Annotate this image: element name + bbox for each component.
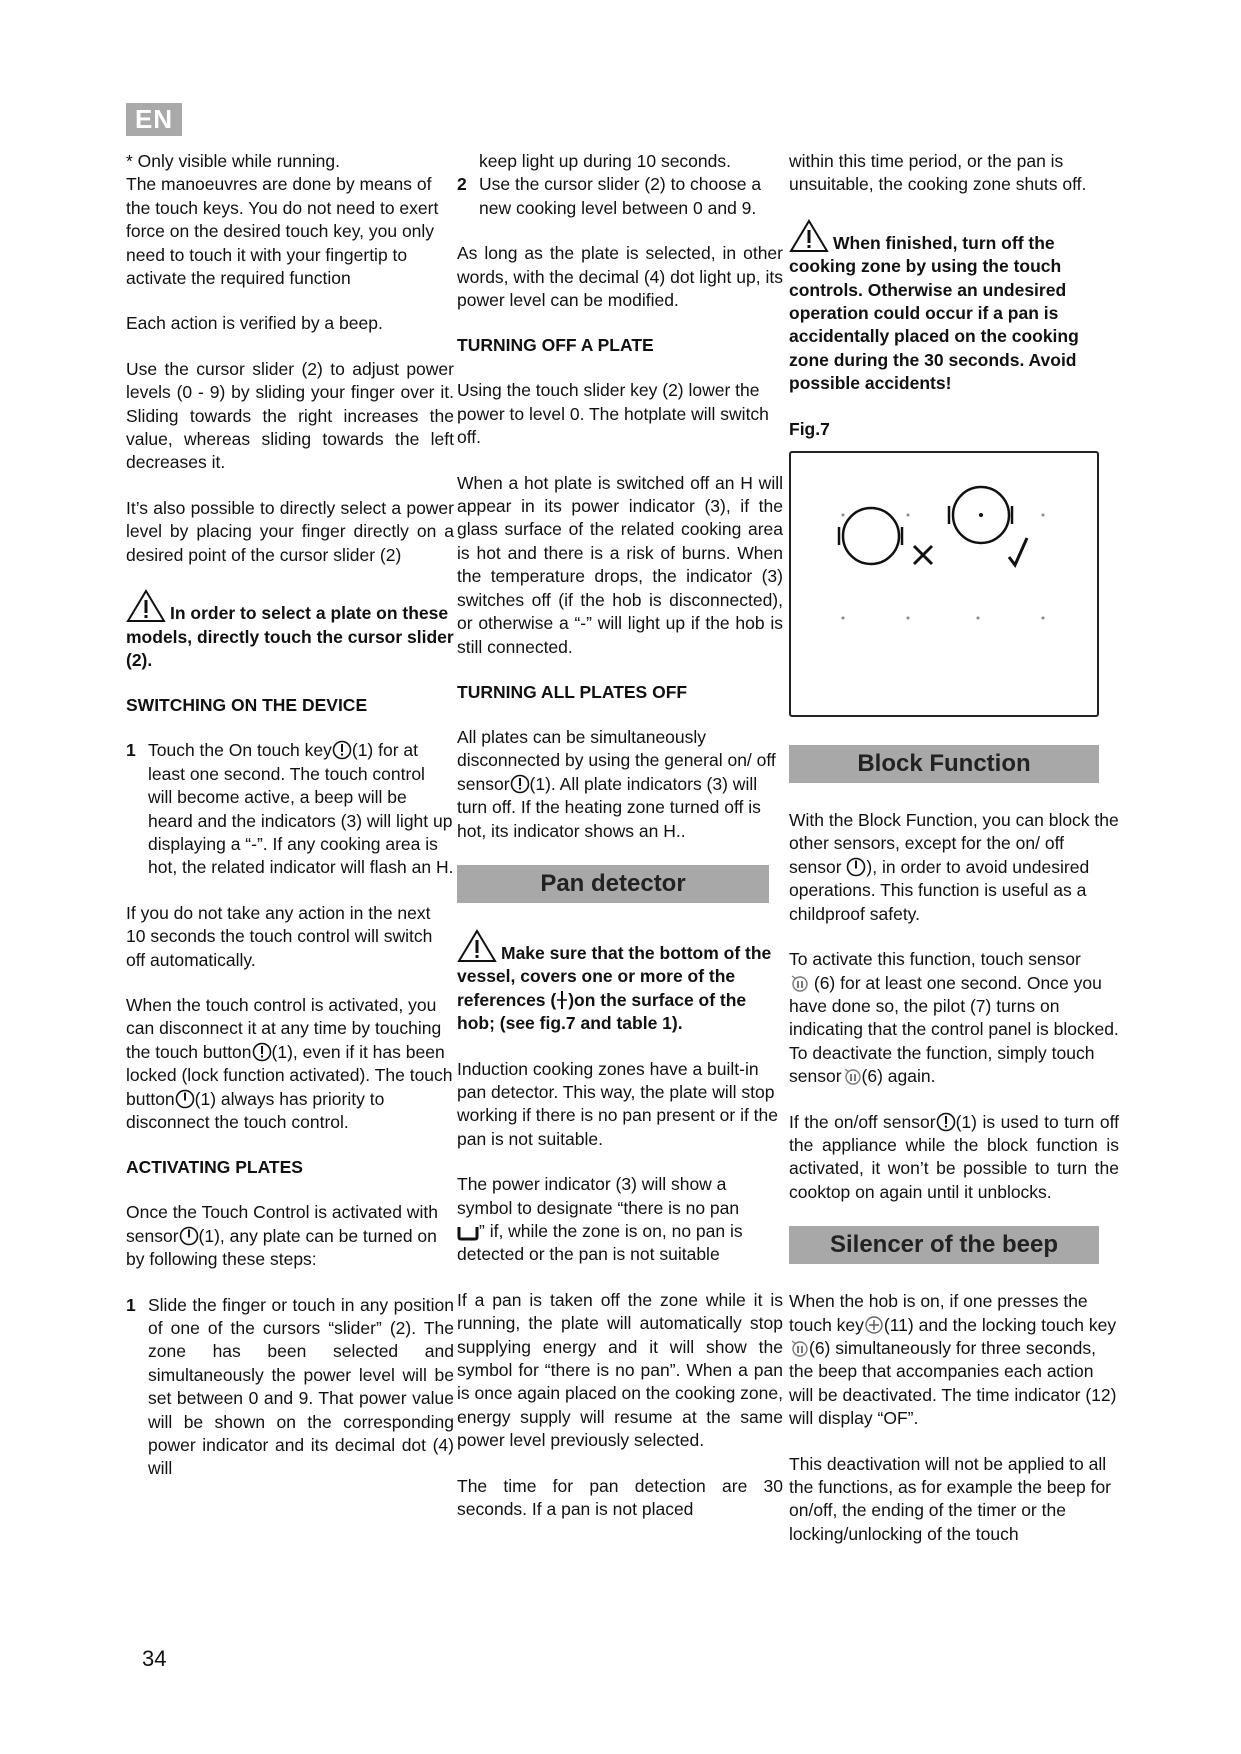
power-indicator-paragraph bbox=[457, 1173, 783, 1267]
block-text-a: With the Block Function, you can block the other sensors, except for the on/ off sensor bbox=[789, 810, 1119, 877]
silencer-title: Silencer of the beep bbox=[789, 1226, 1099, 1264]
all-off-text-a: All plates can be simultaneously disconnected by using the general on/ off sensor bbox=[457, 726, 776, 794]
turn-off-warning bbox=[789, 219, 1119, 396]
onoff-text-b: (1) is used to turn off the appliance while the block function is activated, it won’t be possible to turn the cooktop on again until it unblocks. bbox=[789, 1111, 1119, 1202]
incorrect-pan-circle bbox=[839, 508, 902, 564]
pan-detector-title: Pan detector bbox=[457, 865, 769, 903]
once-activated-paragraph bbox=[126, 1201, 454, 1271]
disconnect-text-b: (1), even if it has been locked (lock function activated). The touch button bbox=[126, 1041, 453, 1109]
deactivation-paragraph: This deactivation will not be applied to all the functions, as for example the beep for on/off, the ending of the timer or the locking/unlocking of the touch bbox=[789, 1453, 1111, 1544]
disconnect-text-c: (1) always has priority to disconnect the touch control. bbox=[126, 1088, 385, 1132]
keep-light-text: keep light up during 10 seconds. bbox=[479, 151, 731, 171]
pan-position-diagram bbox=[791, 453, 1097, 715]
indicator-text-a: The power indicator (3) will show a symbol to designate “there is no pan bbox=[457, 1174, 740, 1218]
power-key-icon bbox=[936, 1112, 956, 1132]
step-number: 1 bbox=[126, 1294, 136, 1315]
no-pan-symbol-icon bbox=[457, 1225, 479, 1241]
on-off-sensor-paragraph bbox=[789, 1111, 1119, 1205]
lock-key-icon bbox=[789, 973, 809, 993]
on-off-sensor-icon bbox=[179, 1226, 199, 1246]
beep-paragraph: Each action is verified by a beep. bbox=[126, 313, 383, 334]
pan-reference-warning bbox=[457, 929, 783, 1036]
silencer-text-a: When the hob is on, if one presses the touch key bbox=[789, 1291, 1088, 1335]
disconnect-text-a: When the touch control is activated, you can disconnect it at any time by touching the touch button bbox=[126, 994, 442, 1062]
page-number: 34 bbox=[142, 1646, 167, 1671]
indicator-text-b: ” if, while the zone is on, no pan is detected or the pan is not suitable bbox=[457, 1221, 743, 1265]
warning-text: In order to select a plate on these models, directly touch the cursor slider (2). bbox=[126, 603, 454, 670]
pan-taken-off-paragraph: If a pan is taken off the zone while it is running, the plate will automatically stop supplying energy and it will show the symbol for “there is no pan”. When a pan is once again placed on the cooking zone, energy supply will resume at the same power level previously selected. bbox=[457, 1289, 783, 1451]
slide-step bbox=[126, 1294, 454, 1481]
reference-dots bbox=[842, 514, 1045, 620]
language-badge: EN bbox=[126, 103, 182, 136]
lock-key-icon bbox=[789, 1338, 809, 1358]
lock-key-icon bbox=[842, 1066, 862, 1086]
figure-label: Fig.7 bbox=[789, 418, 830, 439]
manoeuvres-paragraph: The manoeuvres are done by means of the touch keys. You do not need to exert force on the desired touch key, you only need to touch it with your fingertip to activate the required function bbox=[126, 174, 439, 289]
column-3 bbox=[789, 150, 1119, 1568]
continued-step bbox=[457, 150, 783, 173]
warning-text-a: Make sure that the bottom of the vessel, covers one or more of the references ( bbox=[457, 942, 772, 1010]
turning-off-paragraph: Using the touch slider key (2) lower the power to level 0. The hotplate will switch off. bbox=[457, 380, 769, 448]
column-2 bbox=[457, 150, 783, 1543]
no-action-paragraph: If you do not take any action in the next 10 seconds the touch control will switch off automatically. bbox=[126, 902, 433, 970]
within-paragraph: within this time period, or the pan is unsuitable, the cooking zone shuts off. bbox=[789, 151, 1087, 195]
reference-mark-icon bbox=[556, 990, 568, 1010]
once-text-a: Once the Touch Control is activated with sensor bbox=[126, 1202, 438, 1246]
induction-paragraph: Induction cooking zones have a built-in pan detector. This way, the plate will stop working if there is no pan present or if the pan is not suitable. bbox=[457, 1058, 779, 1149]
reference-dot bbox=[979, 513, 983, 517]
all-off-paragraph bbox=[457, 726, 783, 843]
activating-plates-heading: ACTIVATING PLATES bbox=[126, 1157, 303, 1178]
step-number: 2 bbox=[457, 174, 467, 195]
choose-level-step bbox=[457, 173, 783, 220]
step-text-a: Touch the On touch key bbox=[148, 740, 332, 761]
column-1 bbox=[126, 150, 454, 1503]
warning-triangle-icon bbox=[126, 589, 166, 623]
onoff-text-a: If the on/off sensor bbox=[789, 1111, 936, 1132]
block-function-paragraph bbox=[789, 809, 1119, 926]
warning-triangle-icon bbox=[789, 219, 829, 253]
selected-paragraph: As long as the plate is selected, in other words, with the decimal (4) dot light up, its power level can be modified. bbox=[457, 243, 783, 311]
plus-key-icon bbox=[864, 1315, 884, 1335]
once-text-b: (1), any plate can be turned on by following these steps: bbox=[126, 1225, 437, 1270]
silencer-text-b: (11) and the locking touch key bbox=[883, 1314, 1117, 1335]
direct-select-paragraph: It’s also possible to directly select a power level by placing your finger directly on a desired point of the cursor slider (2) bbox=[126, 497, 454, 565]
detection-time-paragraph: The time for pan detection are 30 seconds. If a pan is not placed bbox=[457, 1475, 783, 1520]
on-off-sensor-icon bbox=[175, 1089, 195, 1109]
block-text-b: ), in order to avoid undesired operations. This function is useful as a childproof safety. bbox=[789, 856, 1090, 924]
all-off-text-b: (1). All plate indicators (3) will turn off. If the heating zone turned off is hot, its indicator shows an H.. bbox=[457, 773, 761, 841]
power-key-icon bbox=[332, 740, 352, 760]
select-plate-warning bbox=[126, 589, 454, 672]
turning-all-off-heading: TURNING ALL PLATES OFF bbox=[457, 681, 688, 702]
incorrect-cross-icon bbox=[914, 546, 932, 564]
switching-on-heading: SWITCHING ON THE DEVICE bbox=[126, 695, 368, 716]
hot-plate-paragraph: When a hot plate is switched off an H will appear in its power indicator (3), if the glass surface of the related cooking area is hot and there is a risk of burns. When the temperature drops, the indicator (3) switches off (if the hob is disconnected), or otherwise a “-” will light up if the hob is still connected. bbox=[457, 472, 783, 657]
block-function-title: Block Function bbox=[789, 745, 1099, 783]
activate-text-b: (6) for at least one second. Once you have done so, the pilot (7) turns on indicating that the control panel is blocked. To deactivate the function, simply touch sensor bbox=[789, 972, 1119, 1087]
silencer-paragraph bbox=[789, 1290, 1119, 1430]
warning-text: When finished, turn off the cooking zone by using the touch controls. Otherwise an undesired operation could occur if a pan is accidentally placed on the cooking zone during the 30 seconds. Avoid possible accidents! bbox=[789, 232, 1079, 394]
activate-text-a: To activate this function, touch sensor bbox=[789, 949, 1081, 970]
activate-text-c: (6) again. bbox=[861, 1066, 936, 1087]
slider-paragraph: Use the cursor slider (2) to adjust power levels (0 - 9) by sliding your finger over it. Sliding towards the right increases the value, whereas sliding towards the left decreases it. bbox=[126, 358, 454, 473]
figure-7 bbox=[789, 451, 1099, 717]
correct-check-icon bbox=[1009, 538, 1027, 565]
power-key-icon bbox=[252, 1042, 272, 1062]
disconnect-paragraph bbox=[126, 994, 454, 1134]
power-key-icon bbox=[510, 774, 530, 794]
activate-block-paragraph bbox=[789, 948, 1119, 1088]
step-number: 1 bbox=[126, 740, 136, 761]
turning-off-heading: TURNING OFF A PLATE bbox=[457, 335, 654, 356]
step-text-b: (1) for at least one second. The touch control will become active, a beep will be heard and the indicators (3) will light up displaying a “-”. If any cooking area is hot, the related indicator will flash an H. bbox=[148, 740, 454, 878]
only-visible-note: * Only visible while running. bbox=[126, 151, 340, 171]
warning-triangle-icon bbox=[457, 929, 497, 963]
step-text: Use the cursor slider (2) to choose a new cooking level between 0 and 9. bbox=[479, 174, 762, 218]
step-text: Slide the finger or touch in any position of one of the cursors “slider” (2). The zone has been selected and simultaneously the power level will be set between 0 and 9. That power value will be shown on the corresponding power indicator and its decimal dot (4) will bbox=[148, 1294, 454, 1479]
on-off-sensor-icon bbox=[846, 857, 866, 877]
switch-on-step bbox=[126, 739, 454, 879]
silencer-text-c: (6) simultaneously for three seconds, the beep that accompanies each action will be deactivated. The time indicator (12) will display “OF”. bbox=[789, 1337, 1117, 1429]
warning-text-b: )on the surface of the hob; (see fig.7 and table 1). bbox=[457, 989, 747, 1034]
